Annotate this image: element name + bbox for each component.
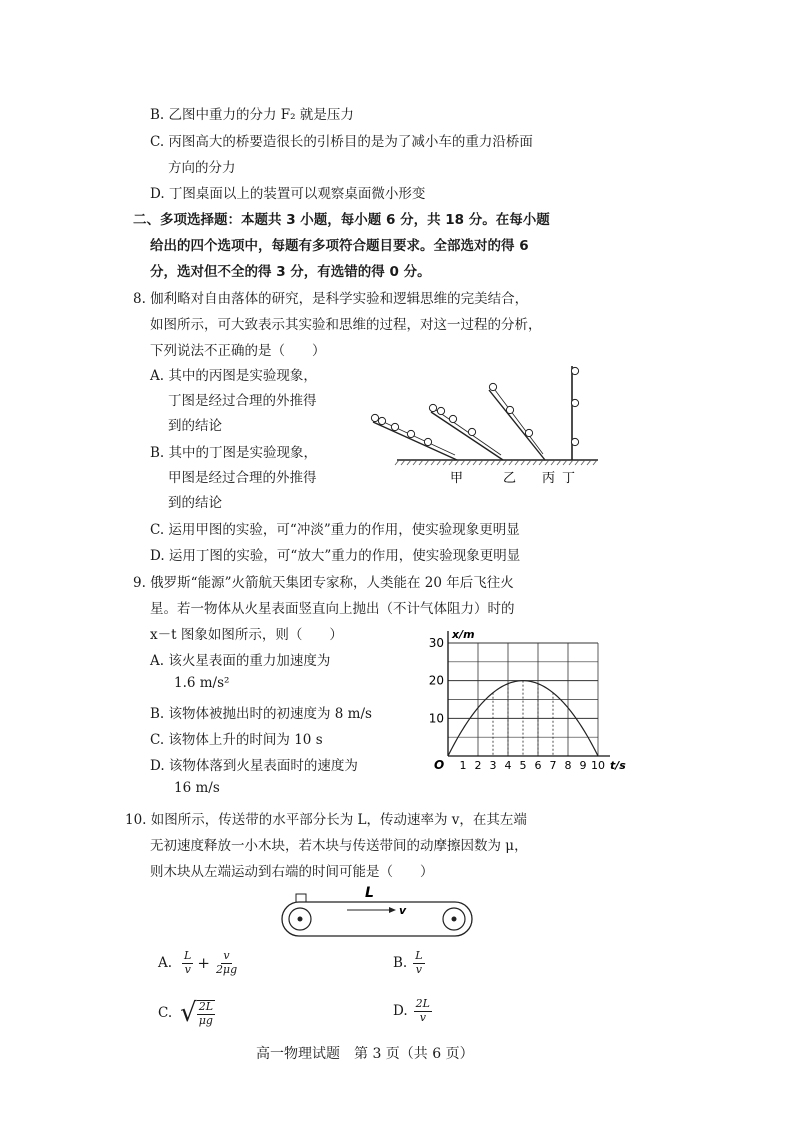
right-pulley [443, 908, 465, 930]
length-label: L [365, 885, 374, 901]
x-tick-label: 2 [474, 759, 482, 772]
q8-option-a-line3: 到的结论 [168, 418, 222, 434]
q10-option-d [393, 998, 432, 1024]
q10-stem-line2: 无初速度释放一小木块，若木块与传送带间的动摩擦因数为 μ， [150, 838, 528, 854]
q7-option-b: B. 乙图中重力的分力 F₂ 就是压力 [150, 107, 354, 123]
q9-option-b: B. 该物体被抛出时的初速度为 8 m/s [150, 706, 372, 722]
x-tick-label: 4 [504, 759, 512, 772]
velocity-label: v [399, 904, 407, 917]
label-bing: 丙 [542, 471, 556, 486]
ground-surface [395, 460, 598, 465]
x-tick-label: 6 [534, 759, 542, 772]
chart-tick-labels [429, 628, 627, 772]
q10-conveyor-figure [282, 880, 482, 950]
option-a-label: A. [158, 955, 173, 972]
q9-xt-chart [420, 618, 626, 772]
incline-bing [489, 383, 545, 460]
y-tick-label: 20 [428, 673, 444, 688]
q9-stem-line1: 9. 俄罗斯“能源”火箭航天集团专家称，人类能在 20 年后飞往火 [133, 575, 514, 591]
x-tick-label: 1 [459, 759, 467, 772]
q8-stem-line2: 如图所示，可大致表示其实验和思维的过程，对这一过程的分析， [150, 317, 542, 333]
x-tick-label: 9 [579, 759, 587, 772]
x-tick-label: 10 [591, 759, 605, 772]
q7-option-d: D. 丁图桌面以上的装置可以观察桌面微小形变 [150, 186, 426, 202]
section2-heading-line1: 二、多项选择题：本题共 3 小题，每小题 6 分，共 18 分。在每小题 [133, 212, 550, 228]
q8-option-a-line1: A. 其中的丙图是实验现象， [150, 368, 317, 384]
q9-option-d-line1: D. 该物体落到火星表面时的速度为 [150, 758, 358, 774]
page-footer: 高一物理试题 第 3 页（共 6 页） [256, 1046, 474, 1062]
fraction-l-over-v: $\frac{L}{v}$ [415, 949, 423, 976]
y-tick-label: 30 [428, 636, 444, 650]
sqrt-icon: √ [180, 997, 197, 1028]
option-d-label: D. [393, 1003, 408, 1020]
label-jia: 甲 [450, 471, 464, 486]
incline-ding [571, 366, 578, 460]
q10-option-a: A. $\frac{L}{v}$ + $\frac{v}{2\mu g}$ [158, 949, 238, 976]
option-c-label: C. [158, 1004, 173, 1021]
section2-heading-line3: 分，选对但不全的得 3 分，有选错的得 0 分。 [150, 264, 431, 280]
q8-stem-line3: 下列说法不正确的是（ ） [150, 343, 326, 359]
q8-option-b-line3: 到的结论 [168, 495, 222, 511]
q9-stem-line2: 星。若一物体从火星表面竖直向上抛出（不计气体阻力）时的 [150, 601, 515, 617]
q10-stem-line3: 则木块从左端运动到右端的时间可能是（ ） [150, 864, 434, 880]
q9-stem-line3: x－t 图象如图所示，则（ ） [150, 627, 343, 643]
label-yi: 乙 [503, 471, 517, 486]
q10-stem-line1: 10. 如图所示，传送带的水平部分长为 L，传动速率为 v，在其左端 [125, 812, 527, 828]
q8-incline-figure [365, 360, 605, 490]
sqrt-expression: √ $\frac{2L}{\mu g}$ [180, 997, 214, 1028]
y-axis-label: x/m [452, 628, 475, 641]
q8-option-a-line2: 丁图是经过合理的外推得 [168, 393, 317, 409]
label-ding: 丁 [562, 471, 576, 486]
left-pulley [289, 908, 311, 930]
q7-option-c-line2: 方向的分力 [168, 160, 236, 176]
q8-stem-line1: 8. 伽利略对自由落体的研究，是科学实验和逻辑思维的完美结合， [133, 291, 529, 307]
x-tick-label: 5 [519, 759, 527, 772]
wooden-block [296, 894, 306, 902]
q9-option-a-line1: A. 该火星表面的重力加速度为 [150, 653, 331, 669]
q10-option-b [393, 950, 425, 976]
y-tick-label: 10 [428, 711, 444, 726]
section2-heading-line2: 给出的四个选项中，每题有多项符合题目要求。全部选对的得 6 [150, 238, 529, 254]
chart-grid [448, 631, 610, 756]
q8-option-b-line1: B. 其中的丁图是实验现象， [150, 445, 318, 461]
incline-yi [429, 404, 503, 460]
x-tick-label: 7 [549, 759, 557, 772]
q8-option-b-line2: 甲图是经过合理的外推得 [168, 470, 317, 486]
q7-option-c-line1: C. 丙图高大的桥要造很长的引桥目的是为了减小车的重力沿桥面 [150, 134, 533, 150]
velocity-arrow [347, 907, 396, 913]
fraction-v-over-2ug: $\frac{v}{2\mu g}$ [215, 949, 238, 976]
q8-option-c: C. 运用甲图的实验，可“冲淡”重力的作用，使实验现象更明显 [150, 522, 520, 538]
q10-option-c [158, 998, 215, 1027]
fraction-2l-over-v: $\frac{2L}{v}$ [415, 997, 430, 1024]
x-axis-label: t/s [610, 759, 626, 772]
q9-option-a-line2: 1.6 m/s² [174, 675, 230, 691]
origin-label: O [434, 758, 445, 772]
q9-option-d-line2: 16 m/s [174, 780, 220, 796]
x-tick-label: 8 [564, 759, 572, 772]
q9-option-c: C. 该物体上升的时间为 10 s [150, 732, 323, 748]
fraction-l-over-v: $\frac{L}{v}$ [184, 949, 192, 976]
q8-option-d: D. 运用丁图的实验，可“放大”重力的作用，使实验现象更明显 [150, 548, 521, 564]
option-b-label: B. [393, 955, 408, 972]
x-tick-label: 3 [489, 759, 497, 772]
